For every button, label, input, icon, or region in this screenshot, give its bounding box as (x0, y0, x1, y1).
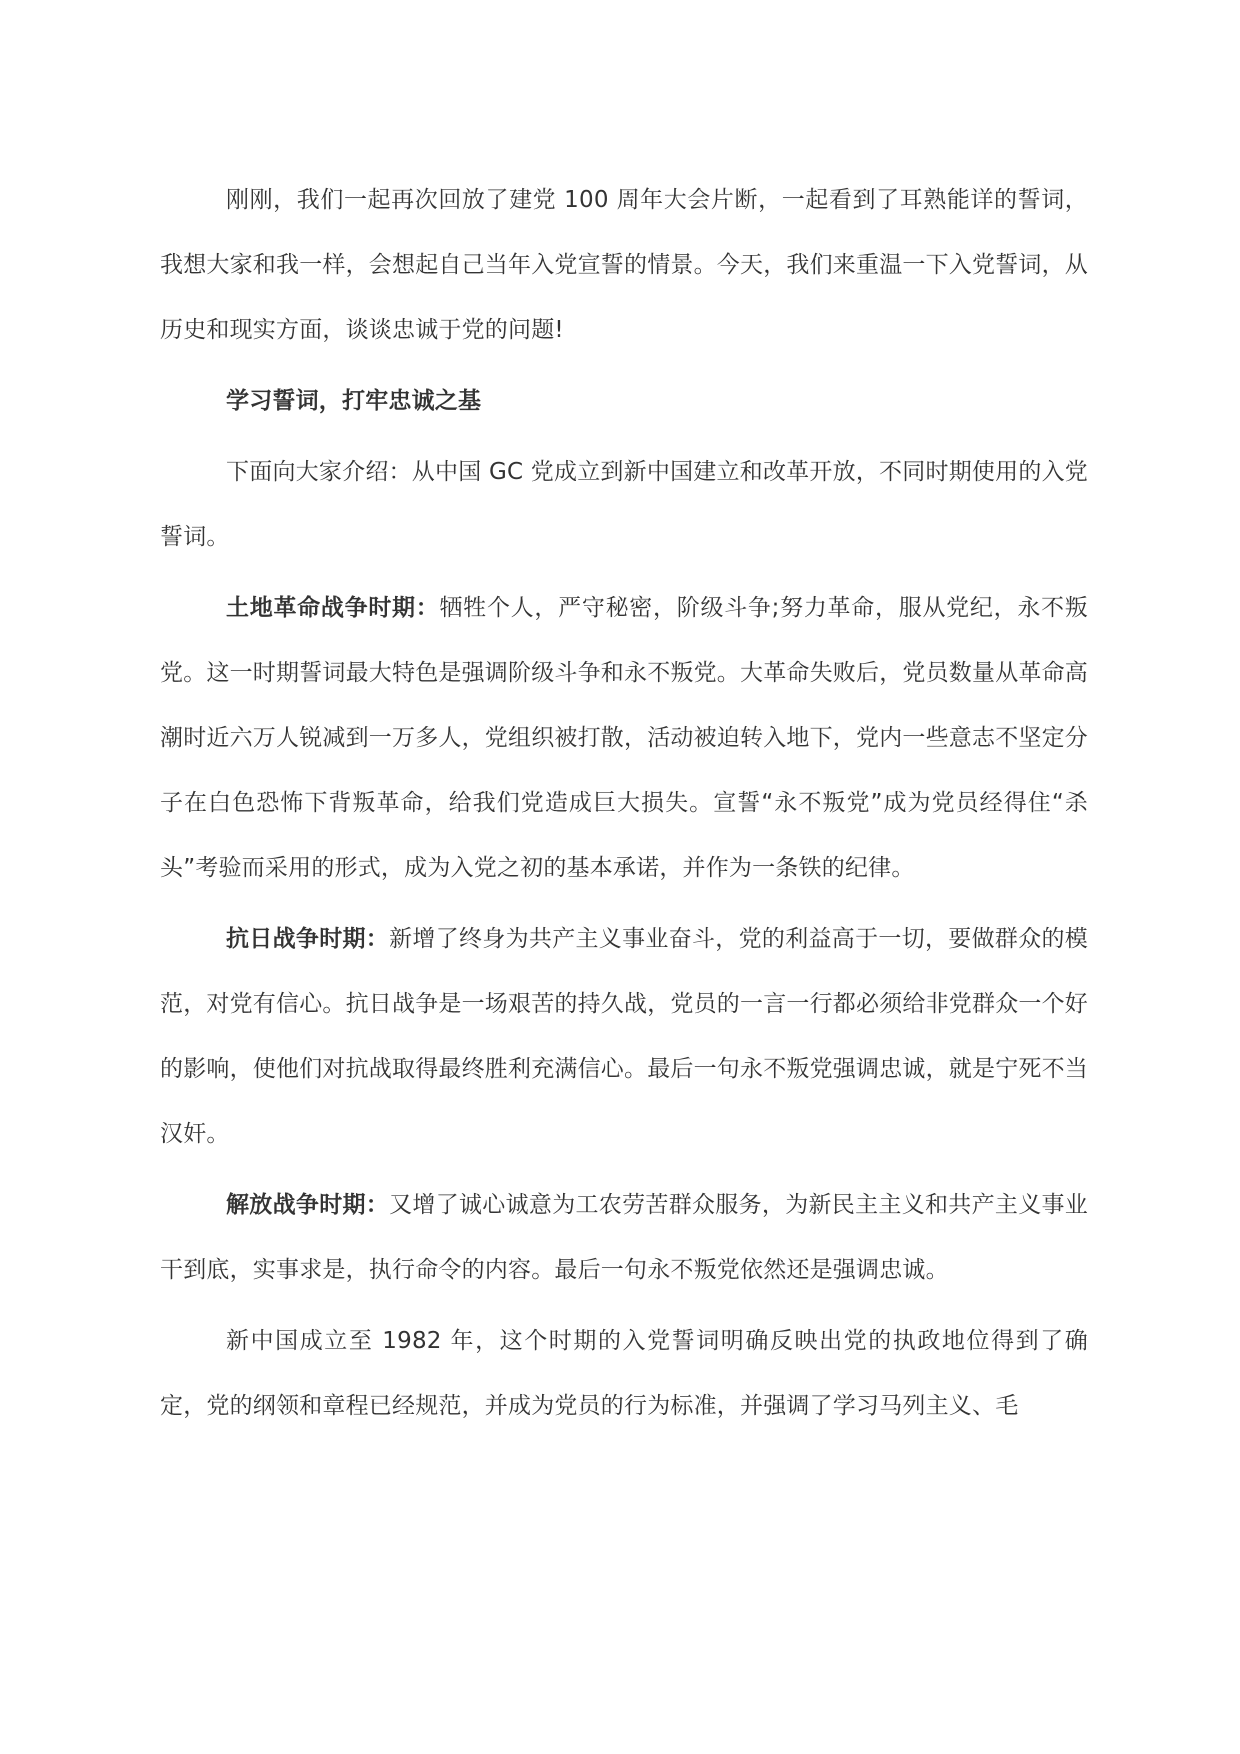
anti-japanese-war-paragraph (160, 907, 1088, 1167)
land-revolution-lead: 土地革命战争时期： (226, 595, 440, 621)
document-page (160, 168, 1088, 1445)
section-heading: 学习誓词，打牢忠诚之基 (226, 388, 482, 414)
new-china-paragraph: 新中国成立至 1982 年，这个时期的入党誓词明确反映出党的执政地位得到了确定，党的纲领和章程已经规范，并成为党员的行为标准，并强调了学习马列主义、毛 (160, 1328, 1088, 1419)
liberation-war-lead: 解放战争时期： (226, 1192, 390, 1218)
land-revolution-text: 牺牲个人，严守秘密，阶级斗争;努力革命，服从党纪，永不叛党。这一时期誓词最大特色是强调阶级斗争和永不叛党。大革命失败后，党员数量从革命高潮时近六万人锐减到一万多人，党组织被打散，活动被迫转入地下，党内一些意志不坚定分子在白色恐怖下背叛革命，给我们党造成巨大损失。宣誓“永不叛党”成为党员经得住“杀头”考验而采用的形式，成为入党之初的基本承诺，并作为一条铁的纪律。 (160, 595, 1088, 881)
land-revolution-paragraph (160, 576, 1088, 901)
introduction-paragraph: 下面向大家介绍：从中国 GC 党成立到新中国建立和改革开放，不同时期使用的入党誓词。 (160, 459, 1088, 550)
liberation-war-text: 又增了诚心诚意为工农劳苦群众服务，为新民主主义和共产主义事业干到底，实事求是，执行命令的内容。最后一句永不叛党依然还是强调忠诚。 (160, 1192, 1089, 1283)
liberation-war-paragraph (160, 1173, 1088, 1303)
anti-japanese-war-lead: 抗日战争时期： (226, 926, 390, 952)
anti-japanese-war-text: 新增了终身为共产主义事业奋斗，党的利益高于一切，要做群众的模范，对党有信心。抗日战争是一场艰苦的持久战，党员的一言一行都必须给非党群众一个好的影响，使他们对抗战取得最终胜利充满信心。最后一句永不叛党强调忠诚，就是宁死不当汉奸。 (160, 926, 1089, 1147)
intro-paragraph: 刚刚，我们一起再次回放了建党 100 周年大会片断，一起看到了耳熟能详的誓词，我想大家和我一样，会想起自己当年入党宣誓的情景。今天，我们来重温一下入党誓词，从历史和现实方面，谈谈忠诚于党的问题! (160, 187, 1088, 343)
